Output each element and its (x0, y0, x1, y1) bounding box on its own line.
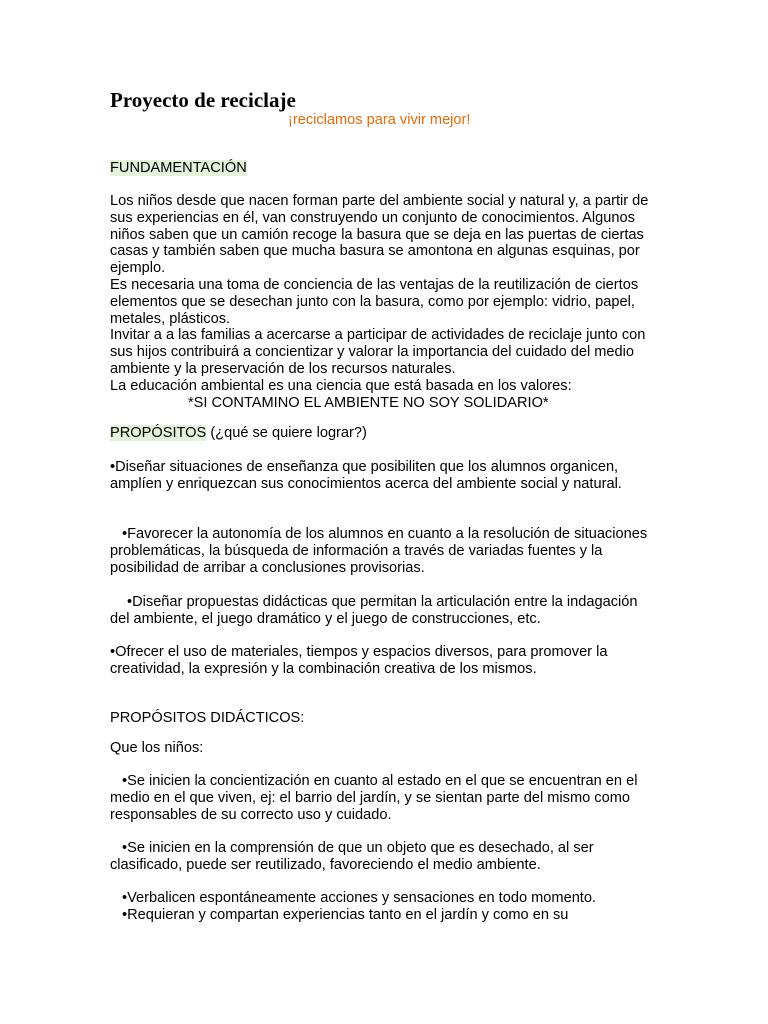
propositos-item (110, 526, 655, 576)
bullet-icon: • (110, 459, 116, 475)
motto: *SI CONTAMINO EL AMBIENTE NO SOY SOLIDARIO* (188, 394, 549, 411)
bullet-icon: • (122, 840, 128, 856)
propositos-item (110, 594, 655, 628)
propositos-item (110, 459, 655, 493)
bullet-icon: • (122, 890, 128, 906)
list-item: Verbalicen espontáneamente acciones y sensaciones en todo momento. (127, 890, 597, 906)
didacticos-item (110, 907, 655, 924)
propositos-question: (¿qué se quiere lograr?) (210, 425, 367, 441)
bullet-icon: • (122, 526, 128, 542)
list-item: Diseñar situaciones de enseñanza que posibiliten que los alumnos organicen, amplíen y enriquezcan sus conocimientos acerca del ambiente social y natural. (110, 459, 622, 492)
page-title: Proyecto de reciclaje (110, 88, 296, 112)
didacticos-item (110, 773, 655, 823)
section-fundamentacion (110, 160, 655, 177)
heading-fundamentacion: FUNDAMENTACIÓN (110, 160, 247, 176)
bullet-icon: • (127, 594, 133, 610)
section-propositos (110, 425, 655, 442)
bullet-icon: • (110, 644, 116, 660)
list-item: Requieran y compartan experiencias tanto en el jardín y como en su (127, 907, 569, 923)
didacticos-intro: Que los niños: (110, 740, 204, 756)
list-item: Se inicien en la comprensión de que un objeto que es desechado, al ser clasificado, puede ser reutilizado, favoreciendo el medio ambiente. (110, 840, 594, 873)
list-item: Favorecer la autonomía de los alumnos en cuanto a la resolución de situaciones problemáticas, la búsqueda de información a través de variadas fuentes y la posibilidad de arribar a conclusiones provisorias. (110, 526, 648, 576)
list-item: Se inicien la concientización en cuanto al estado en el que se encuentran en el medio en el que viven, ej: el barrio del jardín, y se sientan parte del mismo como responsables de su correcto uso y cuidado. (110, 773, 638, 823)
didacticos-item (110, 890, 655, 907)
bullet-icon: • (122, 907, 128, 923)
didacticos-item (110, 840, 655, 874)
list-item: Ofrecer el uso de materiales, tiempos y espacios diversos, para promover la creatividad, la expresión y la combinación creativa de los mismos. (110, 644, 608, 677)
bullet-icon: • (122, 773, 128, 789)
heading-propositos-didacticos: PROPÓSITOS DIDÁCTICOS: (110, 710, 305, 726)
paragraph: La educación ambiental es una ciencia que está basada en los valores: (110, 377, 572, 394)
paragraph: Los niños desde que nacen forman parte del ambiente social y natural y, a partir de sus experiencias en él, van construyendo un conjunto de conocimientos. Algunos niños saben que un camión recoge la basura que se deja en las puertas de ciertas casas y también saben que mucha basura se amontona en algunas esquinas, por ejemplo. (110, 193, 649, 277)
paragraph: Invitar a a las familias a acercarse a participar de actividades de reciclaje junto con sus hijos contribuirá a concientizar y valorar la importancia del cuidado del medio ambiente y la preservación de los recursos naturales. (110, 327, 646, 377)
propositos-item (110, 644, 655, 678)
heading-propositos: PROPÓSITOS (110, 425, 207, 441)
page-subtitle: ¡reciclamos para vivir mejor! (288, 112, 471, 128)
paragraph: Es necesaria una toma de conciencia de las ventajas de la reutilización de ciertos elementos que se desechan junto con la basura, como por ejemplo: vidrio, papel, metales, plásticos. (110, 276, 639, 327)
list-item: Diseñar propuestas didácticas que permitan la articulación entre la indagación del ambiente, el juego dramático y el juego de construcciones, etc. (110, 594, 638, 627)
fundamentacion-body (110, 193, 655, 411)
